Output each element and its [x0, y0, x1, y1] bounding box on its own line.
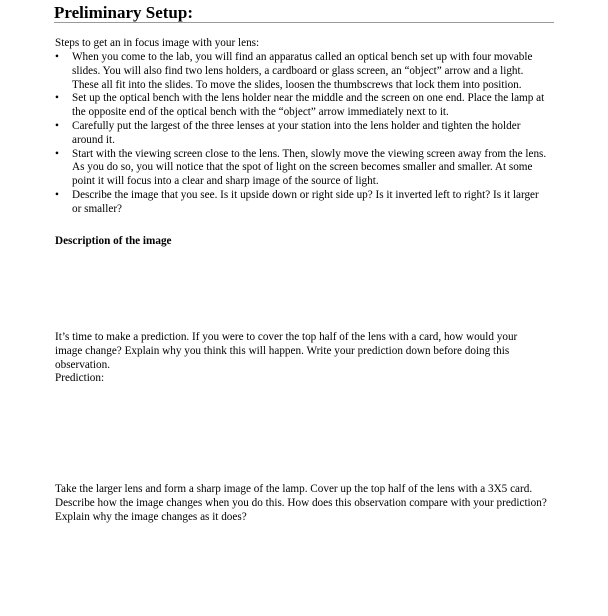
bullet-icon: • [55, 188, 59, 201]
step-text: When you come to the lab, you will find an apparatus called an optical bench set up with four movable slides. You will also find two lens holders, a cardboard or glass screen, an “object” arrow and a light. These all fit into the slides. To move the slides, loosen the thumbscrews that lock them into position. [72, 51, 533, 91]
step-text: Carefully put the largest of the three lenses at your station into the lens holder and tighten the holder around it. [72, 119, 521, 146]
list-item [54, 148, 550, 189]
prediction-prompt: It’s time to make a prediction. If you were to cover the top half of the lens with a card, how would your image change? Explain why you think this will happen. Write your prediction down before doing this observation. [55, 331, 518, 371]
step-text: Describe the image that you see. Is it upside down or right side up? Is it inverted left to right? Is it larger or smaller? [72, 188, 539, 215]
section-title: Preliminary Setup: [54, 3, 554, 23]
step-text: Set up the optical bench with the lens holder near the middle and the screen on one end. Place the lamp at the opposite end of the optical bench with the “object” arrow immediately next to it. [72, 92, 545, 119]
description-heading: Description of the image [55, 235, 172, 247]
steps-intro: Steps to get an in focus image with your lens: [55, 37, 260, 49]
steps-list [54, 51, 550, 217]
bullet-icon: • [55, 147, 59, 160]
observation-prompt: Take the larger lens and form a sharp image of the lamp. Cover up the top half of the lens with a 3X5 card. Describe how the image changes when you do this. How does this observation compare with your prediction? Explain why the image changes as it does? [55, 483, 547, 523]
bullet-icon: • [55, 119, 59, 132]
prediction-label: Prediction: [55, 372, 105, 384]
list-item [54, 120, 550, 148]
bullet-icon: • [55, 92, 59, 105]
bullet-icon: • [55, 51, 59, 63]
list-item [54, 92, 550, 120]
list-item [54, 189, 550, 217]
list-item [54, 51, 550, 92]
step-text: Start with the viewing screen close to the lens. Then, slowly move the viewing screen away from the lens. As you do so, you will notice that the spot of light on the screen becomes smaller and smaller. At some point it will focus into a clear and sharp image of the source of light. [72, 147, 547, 188]
